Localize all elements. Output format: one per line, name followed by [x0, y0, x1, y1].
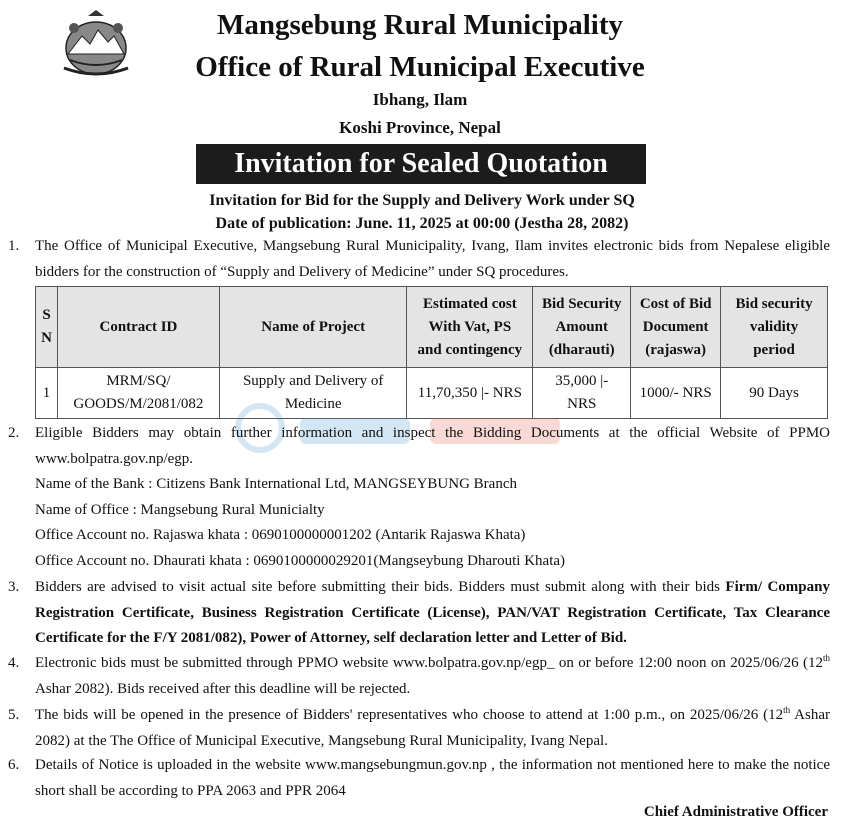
ordinal-suffix: th — [822, 653, 830, 663]
bank-name-line: Name of the Bank : Citizens Bank International Ltd, MANGSEYBUNG Branch — [35, 476, 517, 492]
dhaurati-account-line: Office Account no. Dhaurati khata : 0690100000029201(Mangseybung Dharouti Khata) — [35, 553, 566, 569]
notice-item-4 — [8, 651, 830, 702]
cell-sn: 1 — [36, 368, 58, 419]
office-name-line: Name of Office : Mangsebung Rural Municialty — [35, 502, 325, 518]
signature-title: Chief Administrative Officer — [643, 804, 828, 820]
notice-item-1 — [8, 234, 830, 285]
header-bid-document-cost: Cost of Bid Document (rajaswa) — [631, 287, 721, 368]
nepal-emblem-logo — [58, 10, 134, 78]
cell-bid-document-cost: 1000/- NRS — [631, 368, 721, 419]
cell-contract-id: MRM/SQ/ GOODS/M/2081/082 — [57, 368, 219, 419]
header-project: Name of Project — [219, 287, 407, 368]
address-line-1: Ibhang, Ilam — [372, 90, 468, 109]
rajaswa-account-line: Office Account no. Rajaswa khata : 0690100000001202 (Antarik Rajaswa Khata) — [35, 527, 526, 543]
cell-bid-security: 35,000 |- NRS — [533, 368, 631, 419]
address-line-2: Koshi Province, Nepal — [339, 118, 501, 137]
ordinal-suffix: th — [783, 705, 791, 715]
item-text: Eligible Bidders may obtain further information and inspect the Bidding Documents at the official Website of PPMO www.bolpatra.gov.np/egp. — [35, 425, 830, 467]
item-number: 6. — [8, 757, 20, 773]
required-documents: Firm/ Company Registration Certificate, Business Registration Certificate (License), PAN/VAT Registration Certificate, Tax Clearance Certificate for the F/Y 2081/082), Power of Attorney, self declaration letter and Letter of Bid. — [35, 579, 830, 646]
item-number: 5. — [8, 707, 20, 723]
cell-estimated-cost: 11,70,350 |- NRS — [407, 368, 533, 419]
header-contract-id: Contract ID — [57, 287, 219, 368]
cell-project: Supply and Delivery of Medicine — [219, 368, 407, 419]
publication-date: Date of publication: June. 11, 2025 at 00:00 (Jestha 28, 2082) — [215, 215, 629, 232]
municipality-title: Mangsebung Rural Municipality — [216, 9, 624, 41]
item-number: 2. — [8, 425, 20, 441]
notice-item-3 — [8, 575, 830, 652]
item-number: 1. — [8, 238, 20, 254]
item-text: Details of Notice is uploaded in the website www.mangsebungmun.gov.np , the information not mentioned here to make the notice short shall be according to PPA 2063 and PPR 2064 — [35, 757, 830, 799]
item-text: Ashar 2082). Bids received after this deadline will be rejected. — [35, 680, 411, 697]
item-text: Electronic bids must be submitted through PPMO website www.bolpatra.gov.np/egp_ on or before 12:00 noon on 2025/06/26 (12 — [35, 655, 823, 671]
header-validity: Bid security validity period — [721, 287, 828, 368]
item-text: The Office of Municipal Executive, Mangsebung Rural Municipality, Ivang, Ilam invites electronic bids from Nepalese eligible bidders for the construction of “Supply and Delivery of Medicine” under SQ procedures. — [35, 238, 830, 280]
notice-item-5 — [8, 703, 830, 754]
notice-item-2 — [8, 421, 830, 472]
item-text: Ashar 2082) at the The Office of Municipal Executive, Mangsebung Rural Municipality, Ivang Nepal. — [35, 707, 831, 749]
notice-banner: Invitation for Sealed Quotation — [196, 144, 646, 184]
header-estimated-cost: Estimated cost With Vat, PS and contingency — [407, 287, 533, 368]
office-title: Office of Rural Municipal Executive — [195, 51, 645, 83]
item-number: 3. — [8, 579, 20, 595]
header-bid-security: Bid Security Amount (dharauti) — [533, 287, 631, 368]
cell-validity: 90 Days — [721, 368, 828, 419]
notice-item-6 — [8, 753, 830, 804]
item-text: Bidders are advised to visit actual site before submitting their bids. Bidders must submit along with their bids — [35, 579, 726, 595]
notice-subtitle: Invitation for Bid for the Supply and Delivery Work under SQ — [209, 192, 635, 209]
item-text: The bids will be opened in the presence of Bidders' representatives who choose to attend at 1:00 p.m., on 2025/06/26 (12 — [35, 707, 784, 723]
table-header-row — [36, 287, 828, 368]
item-number: 4. — [8, 655, 20, 671]
header-sn: S N — [36, 287, 58, 368]
